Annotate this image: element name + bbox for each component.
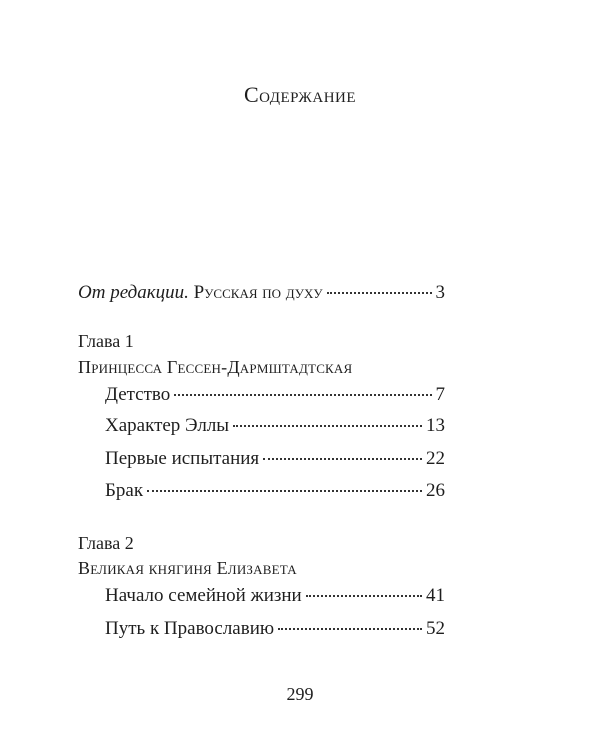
leader-dots — [233, 425, 422, 427]
toc-page-number: 52 — [426, 618, 445, 639]
toc-entry-label: Детство — [105, 384, 171, 405]
toc-page-number: 7 — [435, 384, 445, 405]
toc-page-number: 3 — [435, 282, 445, 303]
toc-page-number: 41 — [426, 585, 445, 606]
leader-dots — [327, 292, 432, 294]
chapter-label: Глава 2 — [78, 533, 134, 553]
toc-entry-label: Начало семейной жизни — [105, 585, 302, 606]
leader-dots — [306, 595, 422, 597]
toc-entry — [105, 584, 445, 608]
chapter-label: Глава 1 — [78, 331, 134, 351]
toc-entry — [105, 383, 445, 407]
chapter-title: Великая княгиня Елизавета — [78, 558, 297, 578]
toc-entry-label: Путь к Православию — [105, 618, 275, 639]
toc-page-number: 26 — [426, 480, 445, 501]
toc-page-number: 13 — [426, 415, 445, 436]
page-title: Содержание — [243, 82, 357, 107]
toc-page-number: 22 — [426, 448, 445, 469]
leader-dots — [278, 628, 422, 630]
page-number: 299 — [286, 684, 314, 704]
toc-entry-label — [78, 281, 323, 305]
toc-entry-label: Брак — [105, 480, 144, 501]
toc-entry — [105, 479, 445, 503]
toc-entry — [105, 617, 445, 641]
toc-entry — [105, 414, 445, 438]
leader-dots — [174, 394, 431, 396]
toc-entry-editorial — [78, 281, 445, 305]
chapter-title: Принцесса Гессен-Дармштадтская — [78, 357, 353, 377]
editorial-title: Русская по духу — [193, 282, 323, 303]
toc-entry-label: Первые испытания — [105, 448, 260, 469]
leader-dots — [147, 490, 422, 492]
toc-entry — [105, 447, 445, 471]
editorial-italic-label: От редакции. — [78, 282, 189, 303]
leader-dots — [263, 458, 422, 460]
toc-entry-label: Характер Эллы — [105, 415, 230, 436]
